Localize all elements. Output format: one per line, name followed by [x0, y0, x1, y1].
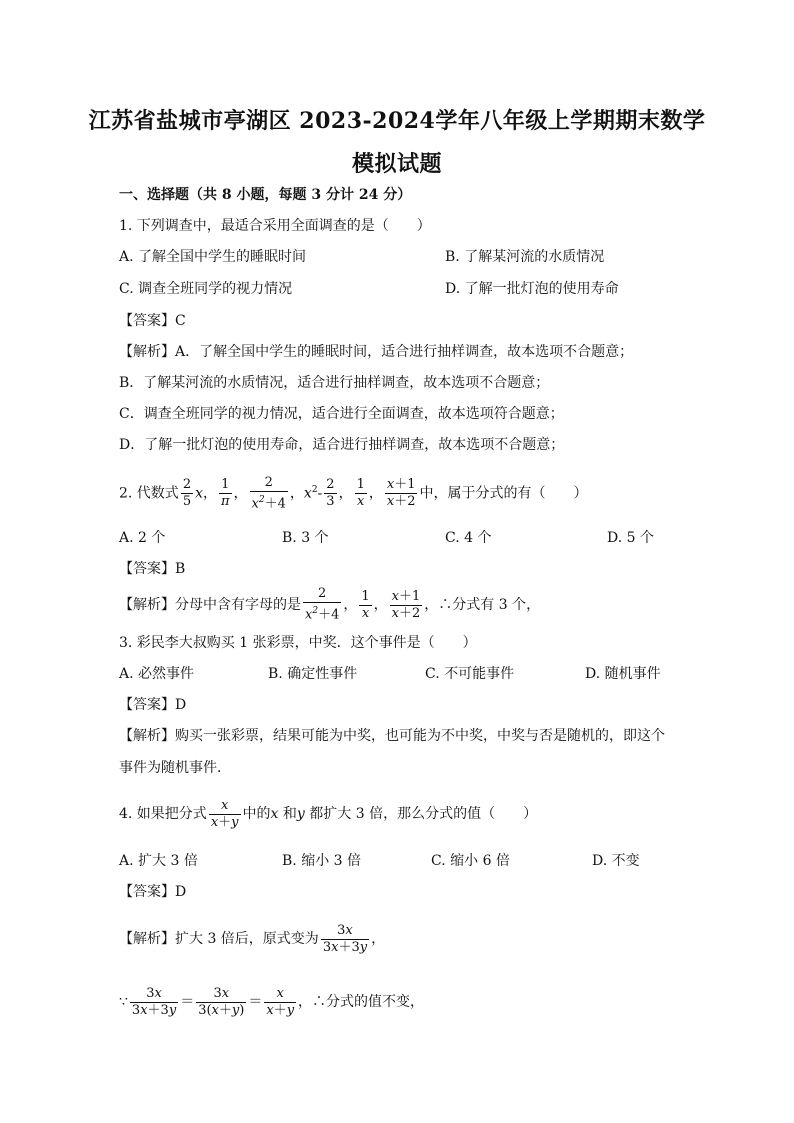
fraction: $\frac{1}{x}$ [356, 477, 365, 510]
q2-option-a: A. 2 个 [119, 530, 166, 546]
q3-option-a: A. 必然事件 [119, 666, 195, 682]
q1-option-b: B. 了解某河流的水质情况 [445, 249, 605, 265]
fraction: $\frac{x}{x+y}$ [210, 797, 239, 830]
q4-because: ∵ [119, 994, 128, 1010]
document-title-line2: 模拟试题 [351, 151, 442, 177]
q2-suffix: 中，属于分式的有（ ） [419, 485, 588, 502]
q3-analysis-line: 事件为随机事件． [119, 760, 231, 776]
q1-option-d: D. 了解一批灯泡的使用寿命 [445, 281, 619, 297]
q2-answer: 【答案】B [119, 561, 186, 577]
q4-prefix: 4. 如果把分式 [119, 806, 207, 822]
q4-answer: 【答案】D [119, 884, 187, 900]
q2-analysis: 【解析】分母中含有字母的是 $\frac{2}{x^2+4}$ ， $\frac{1}{x}$ ， $\frac{x+1}{x+2}$ ，∴分式有 3 个， [119, 586, 541, 623]
fraction: $\frac{1}{x}$ [361, 588, 370, 621]
fraction: $\frac{x+1}{x+2}$ [386, 477, 416, 510]
fraction: $\frac{2}{x^2+4}$ [305, 586, 340, 623]
q2-analysis-prefix: 【解析】分母中含有字母的是 [119, 597, 301, 613]
q4-middle2: 都扩大 3 倍，那么分式的值（ ） [309, 806, 538, 822]
fraction: $\frac{2}{5}$ [182, 477, 192, 510]
q4-option-a: A. 扩大 3 倍 [119, 853, 198, 869]
fraction: $\frac{3x}{3x+3y}$ [131, 985, 177, 1018]
q4-option-d: D. 不变 [592, 853, 640, 869]
fraction: $\frac{3x}{3(x+y)}$ [198, 985, 245, 1018]
q4-middle: 中的 [242, 806, 271, 822]
q1-analysis-line: 【解析】A．了解全国中学生的睡眠时间，适合进行抽样调查，故本选项不合题意； [119, 344, 634, 360]
q4-option-c: C. 缩小 6 倍 [431, 853, 510, 869]
fraction: $\frac{2}{x^2+4}$ [251, 474, 286, 512]
q2-option-d: D. 5 个 [607, 530, 654, 546]
q4-derivation: ∵ $\frac{3x}{3x+3y}$ ＝ $\frac{3x}{3(x+y)}$ ＝ $\frac{x}{x+y}$ ，∴分式的值不变， [119, 985, 425, 1018]
q4-option-b: B. 缩小 3 倍 [282, 853, 361, 869]
q2-option-c: C. 4 个 [445, 530, 492, 546]
q4-analysis-prefix: 【解析】扩大 3 倍后，原式变为 [119, 931, 319, 947]
q4-conclusion: ，∴分式的值不变， [298, 994, 425, 1010]
q4-analysis: 【解析】扩大 3 倍后，原式变为 $\frac{3x}{3x+3y}$ ， [119, 922, 386, 955]
q1-option-a: A. 了解全国中学生的睡眠时间 [119, 249, 307, 265]
fraction: $\frac{3x}{3x+3y}$ [322, 922, 368, 955]
section-heading: 一、选择题（共 8 小题，每题 3 分计 24 分） [119, 187, 412, 203]
q1-option-c: C. 调查全班同学的视力情况 [119, 281, 293, 297]
q1-analysis-line: C．调查全班同学的视力情况，适合进行全面调查，故本选项符合题意； [119, 406, 564, 422]
q1-analysis-line: D．了解一批灯泡的使用寿命，适合进行抽样调查，故本选项不合题意； [119, 437, 565, 453]
fraction: $\frac{x}{x+y}$ [266, 985, 295, 1018]
q3-option-d: D. 随机事件 [585, 666, 661, 682]
q3-option-b: B. 确定性事件 [268, 666, 358, 682]
fraction: $\frac{1}{\pi}$ [221, 477, 230, 510]
q3-option-c: C. 不可能事件 [425, 666, 515, 682]
q1-stem: 1. 下列调查中，最适合采用全面调查的是（ ） [119, 218, 431, 234]
q3-analysis-line: 【解析】购买一张彩票，结果可能为中奖，也可能为不中奖，中奖与否是随机的，即这个 [119, 728, 665, 744]
q4-stem: 4. 如果把分式 $\frac{x}{x+y}$ 中的x 和y 都扩大 3 倍，那么分式的值（ ） [119, 797, 538, 830]
q2-prefix: 2. 代数式 [119, 485, 179, 502]
fraction: $\frac{2}{3}$ [326, 477, 335, 510]
q2-analysis-suffix: ，∴分式有 3 个， [424, 597, 541, 613]
q1-analysis-line: B．了解某河流的水质情况，适合进行抽样调查，故本选项不合题意； [119, 375, 550, 391]
q2-stem: 2. 代数式 $\frac{2}{5}$ x， $\frac{1}{\pi}$ ， $\frac{2}{x^2+4}$ ，$x^2-$ $\frac{2}{3}$ ， $\frac{1}{x}$ ， $\frac{x+1}{x+2}$ 中，属于分式的有（ ） [119, 474, 588, 512]
q3-answer: 【答案】D [119, 697, 187, 713]
document-title-line1: 江苏省盐城市亭湖区 2023-2024学年八年级上学期期末数学 [88, 108, 706, 134]
fraction: $\frac{x+1}{x+2}$ [391, 588, 421, 621]
q2-option-b: B. 3 个 [282, 530, 329, 546]
q3-stem: 3. 彩民李大叔购买 1 张彩票，中奖．这个事件是（ ） [119, 635, 477, 651]
q1-answer: 【答案】C [119, 313, 186, 329]
